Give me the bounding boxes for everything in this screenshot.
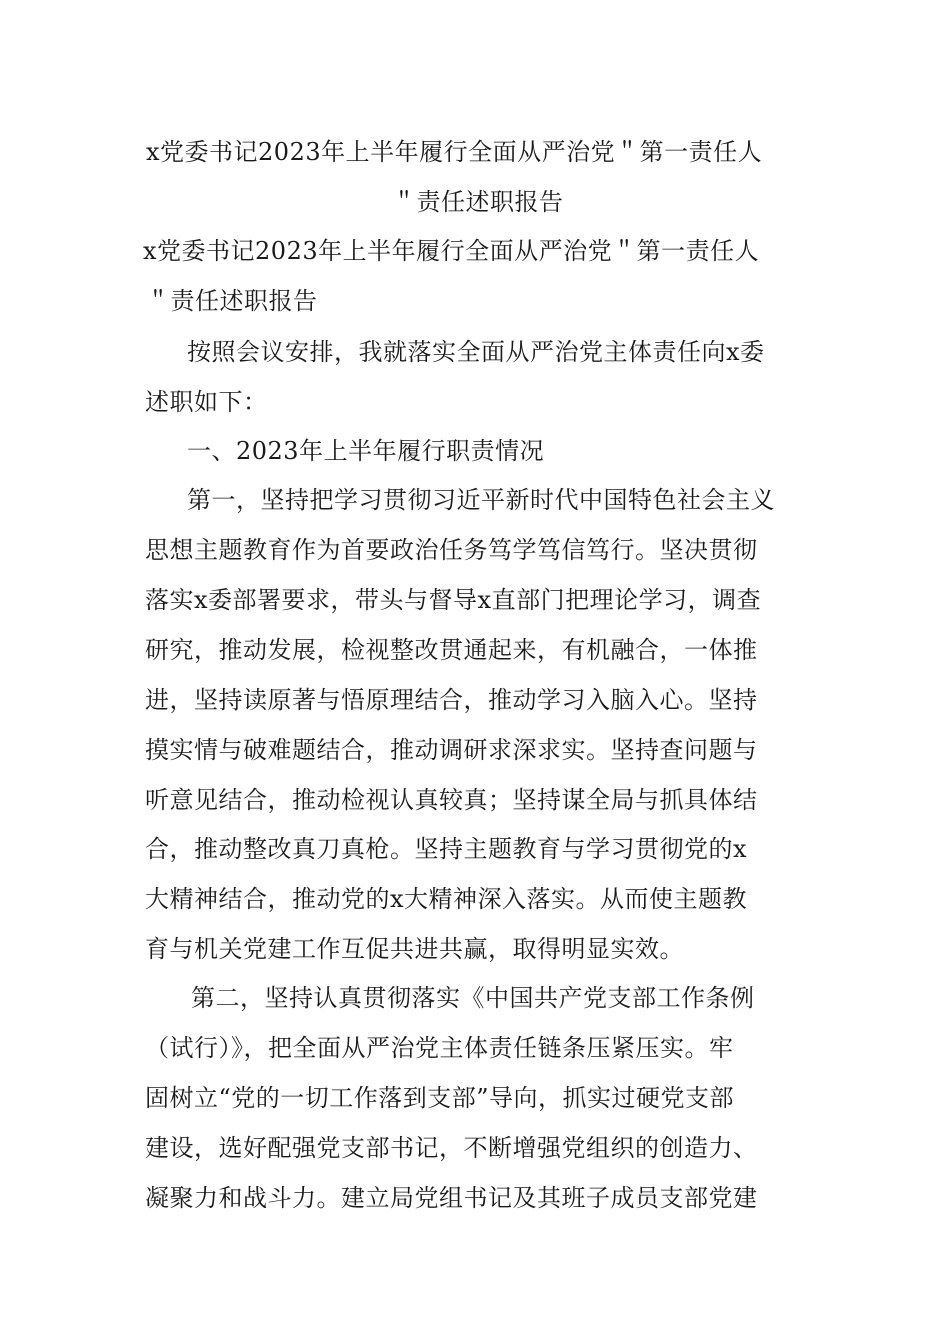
paragraph-1-line: 进，坚持读原著与悟原理结合，推动学习入脑入心。坚持 (145, 686, 758, 714)
paragraph-1-line: 落实x委部署要求，带头与督导x直部门把理论学习，调查 (145, 586, 762, 614)
paragraph-2-line: （试行）》，把全面从严治党主体责任链条压紧压实。牢 (145, 1034, 734, 1062)
document-subtitle-line-1: x党委书记2023年上半年履行全面从严治党＂第一责任人 (143, 237, 760, 265)
document-subtitle-line-2: ＂责任述职报告 (146, 287, 318, 315)
document-title-line-2: ＂责任述职报告 (392, 188, 564, 216)
paragraph-2-line: 凝聚力和战斗力。建立局党组书记及其班子成员支部党建 (145, 1184, 758, 1212)
paragraph-1-line: 摸实情与破难题结合，推动调研求深求实。坚持查问题与 (145, 736, 758, 764)
section-1-heading: 一、2023年上半年履行职责情况 (187, 437, 545, 465)
intro-line-2: 述职如下： (145, 388, 268, 416)
paragraph-1-line: 研究，推动发展，检视整改贯通起来，有机融合，一体推 (145, 636, 758, 664)
paragraph-1-line: 合，推动整改真刀真枪。坚持主题教育与学习贯彻党的x (145, 835, 748, 863)
intro-line-1: 按照会议安排，我就落实全面从严治党主体责任向x委 (187, 338, 765, 366)
paragraph-2-line: 第二，坚持认真贯彻落实《中国共产党支部工作条例 (191, 984, 755, 1012)
paragraph-2-line: 建设，选好配强党支部书记，不断增强党组织的创造力、 (145, 1134, 758, 1162)
document-title-line-1: x党委书记2023年上半年履行全面从严治党＂第一责任人 (146, 138, 763, 166)
paragraph-1-line: 大精神结合，推动党的x大精神深入落实。从而使主题教 (145, 885, 748, 913)
paragraph-1-line: 育与机关党建工作互促共进共赢，取得明显实效。 (145, 935, 684, 963)
paragraph-1-line: 第一，坚持把学习贯彻习近平新时代中国特色社会主义 (187, 486, 775, 514)
paragraph-1-line: 思想主题教育作为首要政治任务笃学笃信笃行。坚决贯彻 (145, 536, 758, 564)
paragraph-1-line: 听意见结合，推动检视认真较真；坚持谋全局与抓具体结 (145, 786, 758, 814)
paragraph-2-line: 固树立“党的一切工作落到支部”导向，抓实过硬党支部 (145, 1084, 735, 1112)
